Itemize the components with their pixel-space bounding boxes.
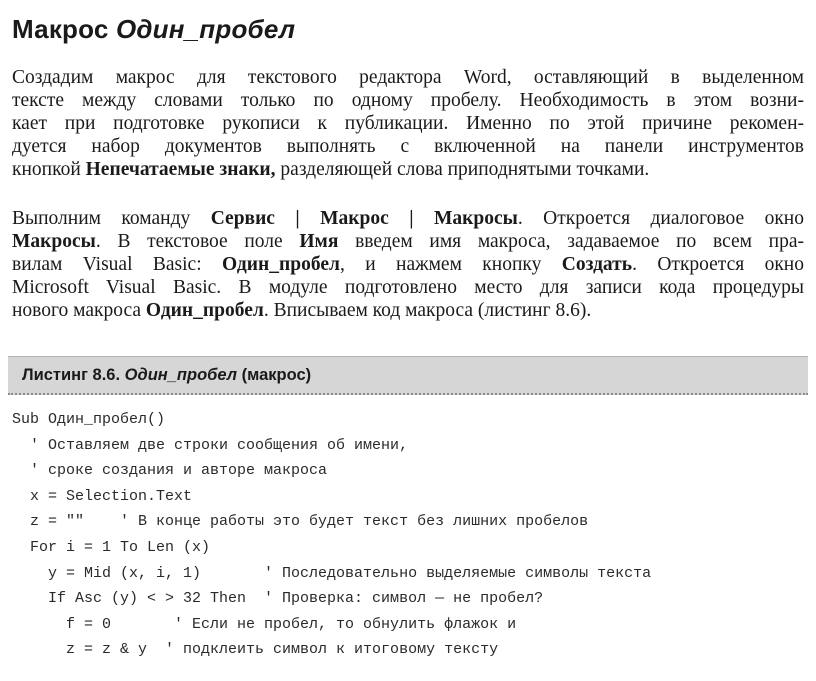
code-line: y = Mid (x, i, 1) ' Последовательно выделяемые символы текста bbox=[12, 564, 652, 582]
listing-macro-name: Один_пробел bbox=[124, 366, 238, 384]
code-line: If Asc (y) < > 32 Then ' Проверка: символ — не пробел? bbox=[12, 590, 544, 608]
instructions-paragraph bbox=[12, 207, 804, 322]
text-run: вилам Visual Basic: bbox=[12, 254, 223, 275]
paragraph-line bbox=[12, 299, 804, 322]
bold-term-nonprinting-chars: Непечатаемые знаки, bbox=[85, 159, 276, 180]
bold-dialog-name: Макросы bbox=[12, 231, 96, 252]
text-run: . В текстовое поле bbox=[95, 231, 300, 252]
paragraph-line bbox=[12, 158, 804, 181]
paragraph-line: дуется набор документов выполнять с включенной на панели инструментов bbox=[12, 136, 804, 157]
text-run: . Откроется окно bbox=[632, 254, 804, 275]
heading-prefix: Макрос bbox=[12, 14, 116, 44]
paragraph-line bbox=[12, 207, 804, 230]
code-line: For i = 1 To Len (x) bbox=[12, 538, 211, 556]
text-run: кнопкой bbox=[12, 159, 86, 180]
text-run: введем имя макроса, задаваемое по всем пра- bbox=[338, 231, 804, 252]
code-line: f = 0 ' Если не пробел, то обнулить флажок и bbox=[12, 615, 517, 633]
listing-title bbox=[22, 366, 311, 385]
text-run: разделяющей слова приподнятыми точками. bbox=[275, 159, 650, 180]
bold-menu-path: Сервис | Макрос | Макросы bbox=[210, 208, 518, 229]
listing-suffix: (макрос) bbox=[237, 366, 312, 384]
code-line: ' Оставляем две строки сообщения об имени, bbox=[12, 436, 409, 454]
text-run: нового макроса bbox=[12, 300, 146, 321]
intro-paragraph bbox=[12, 66, 804, 181]
code-listing bbox=[12, 407, 651, 663]
bold-field-name: Имя bbox=[299, 231, 339, 252]
bold-macro-name: Один_пробел bbox=[145, 300, 264, 321]
paragraph-line bbox=[12, 230, 804, 253]
text-run: Выполним команду bbox=[12, 208, 211, 229]
code-line: z = z & y ' подклеить символ к итоговому тексту bbox=[12, 641, 499, 659]
code-line: x = Selection.Text bbox=[12, 487, 193, 505]
bold-button-name: Создать bbox=[561, 254, 633, 275]
paragraph-line: кает при подготовке рукописи к публикации. Именно по этой причине рекомен- bbox=[12, 113, 804, 134]
listing-header bbox=[8, 356, 808, 395]
heading-macro-name: Один_пробел bbox=[115, 14, 296, 44]
bold-macro-name: Один_пробел bbox=[222, 254, 340, 275]
code-line: z = "" ' В конце работы это будет текст без лишних пробелов bbox=[12, 513, 589, 531]
text-run: . Откроется диалоговое окно bbox=[517, 208, 804, 229]
paragraph-line: Создадим макрос для текстового редактора Word, оставляющий в выделенном bbox=[12, 67, 804, 88]
code-line: Sub Один_пробел() bbox=[12, 411, 166, 428]
paragraph-line: Microsoft Visual Basic. В модуле подготовлено место для записи кода процедуры bbox=[12, 277, 804, 298]
listing-label: Листинг 8.6. bbox=[22, 366, 125, 384]
paragraph-line bbox=[12, 253, 804, 276]
text-run: . Вписываем код макроса (листинг 8.6). bbox=[263, 300, 592, 321]
section-heading bbox=[12, 14, 295, 45]
paragraph-line: тексте между словами только по одному пробелу. Необходимость в этом возни- bbox=[12, 90, 804, 111]
text-run: , и нажмем кнопку bbox=[339, 254, 562, 275]
code-line: ' сроке создания и авторе макроса bbox=[12, 462, 328, 480]
